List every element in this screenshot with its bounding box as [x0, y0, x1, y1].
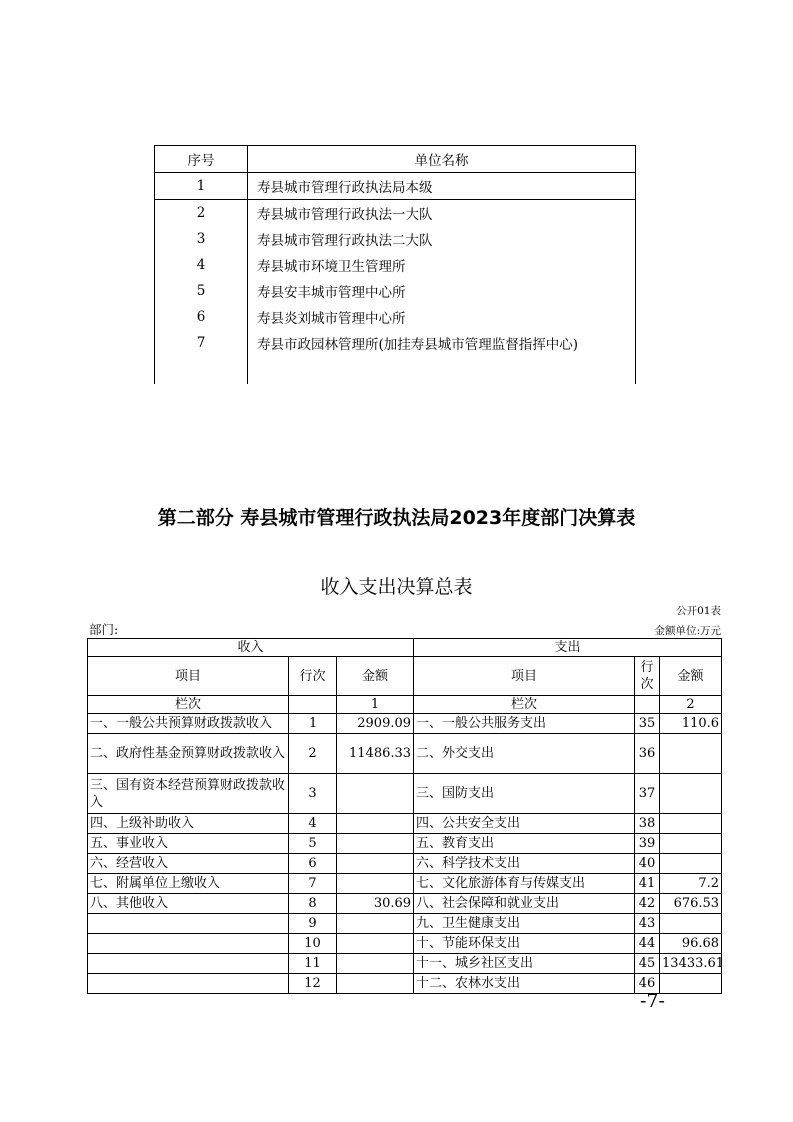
income-amount: 11486.33 — [337, 734, 414, 774]
expense-line-no: 37 — [635, 774, 660, 814]
units-table-header — [155, 146, 636, 173]
table-row — [88, 934, 722, 954]
income-item — [88, 954, 289, 974]
income-amount — [337, 814, 414, 834]
col-amount-expense: 金额 — [660, 657, 722, 696]
income-item — [88, 914, 289, 934]
units-table — [154, 145, 636, 384]
expense-amount: 110.6 — [660, 714, 722, 734]
income-amount — [337, 954, 414, 974]
unit-label: 金额单位:万元 — [654, 625, 721, 637]
expense-item: 三、国防支出 — [414, 774, 635, 814]
expense-line-no: 42 — [635, 894, 660, 914]
unit-name-cell: 寿县城市管理行政执法二大队 — [248, 226, 636, 252]
lanci-income-no: 1 — [337, 696, 414, 714]
income-item: 八、其他收入 — [88, 894, 289, 914]
expense-amount: 13433.61 — [660, 954, 722, 974]
header-unit-name: 单位名称 — [248, 146, 636, 173]
income-header: 收入 — [88, 639, 414, 657]
income-item — [88, 974, 289, 994]
income-item: 二、政府性基金预算财政拨款收入 — [88, 734, 289, 774]
table-row — [155, 330, 636, 356]
line-no: 4 — [289, 814, 337, 834]
empty-cell — [635, 696, 660, 714]
expense-amount — [660, 774, 722, 814]
expense-line-no: 41 — [635, 874, 660, 894]
col-amount-income: 金额 — [337, 657, 414, 696]
table-row — [88, 914, 722, 934]
line-no: 7 — [289, 874, 337, 894]
expense-item: 十二、农林水支出 — [414, 974, 635, 994]
income-item: 一、一般公共预算财政拨款收入 — [88, 714, 289, 734]
expense-header: 支出 — [414, 639, 722, 657]
table-row — [88, 874, 722, 894]
serial-cell: 2 — [155, 200, 248, 227]
lanci-row — [88, 696, 722, 714]
serial-cell: 7 — [155, 330, 248, 356]
income-item: 六、经营收入 — [88, 854, 289, 874]
table-row — [88, 974, 722, 994]
table-row — [88, 734, 722, 774]
income-item: 五、事业收入 — [88, 834, 289, 854]
col-item-income: 项目 — [88, 657, 289, 696]
expense-amount — [660, 914, 722, 934]
empty-cell — [289, 696, 337, 714]
income-amount: 2909.09 — [337, 714, 414, 734]
table-row — [155, 304, 636, 330]
expense-line-no: 43 — [635, 914, 660, 934]
table-row — [155, 252, 636, 278]
income-amount: 30.69 — [337, 894, 414, 914]
income-amount — [337, 854, 414, 874]
expense-amount — [660, 814, 722, 834]
empty-cell — [155, 356, 248, 384]
table-title: 收入支出决算总表 — [320, 576, 473, 598]
income-amount — [337, 914, 414, 934]
expense-amount: 96.68 — [660, 934, 722, 954]
page-number: -7- — [640, 990, 665, 1012]
line-no: 5 — [289, 834, 337, 854]
expense-line-no: 39 — [635, 834, 660, 854]
serial-cell: 3 — [155, 226, 248, 252]
unit-name-cell: 寿县炎刘城市管理中心所 — [248, 304, 636, 330]
income-item: 七、附属单位上缴收入 — [88, 874, 289, 894]
expense-line-no: 35 — [635, 714, 660, 734]
line-no: 12 — [289, 974, 337, 994]
unit-name-cell: 寿县市政园林管理所(加挂寿县城市管理监督指挥中心) — [248, 330, 636, 356]
line-no: 9 — [289, 914, 337, 934]
expense-amount — [660, 854, 722, 874]
department-label: 部门: — [89, 622, 119, 637]
lanci-income: 栏次 — [88, 696, 289, 714]
serial-cell: 1 — [155, 173, 248, 200]
expense-line-no: 45 — [635, 954, 660, 974]
unit-name-cell: 寿县安丰城市管理中心所 — [248, 278, 636, 304]
line-no: 1 — [289, 714, 337, 734]
col-item-expense: 项目 — [414, 657, 635, 696]
line-no: 2 — [289, 734, 337, 774]
lanci-expense-no: 2 — [660, 696, 722, 714]
expense-amount — [660, 834, 722, 854]
col-line-expense: 行 次 — [635, 657, 660, 696]
expense-line-no: 38 — [635, 814, 660, 834]
lanci-expense: 栏次 — [414, 696, 635, 714]
income-amount — [337, 974, 414, 994]
empty-cell — [248, 356, 636, 384]
expense-item: 十、节能环保支出 — [414, 934, 635, 954]
income-item: 三、国有资本经营预算财政拨款收入 — [88, 774, 289, 814]
income-amount — [337, 874, 414, 894]
expense-item: 四、公共安全支出 — [414, 814, 635, 834]
expense-item: 六、科学技术支出 — [414, 854, 635, 874]
expense-item: 二、外交支出 — [414, 734, 635, 774]
serial-cell: 5 — [155, 278, 248, 304]
expense-item: 一、一般公共服务支出 — [414, 714, 635, 734]
column-header-row — [88, 657, 722, 696]
table-row — [88, 714, 722, 734]
income-item — [88, 934, 289, 954]
expense-amount: 676.53 — [660, 894, 722, 914]
income-amount — [337, 934, 414, 954]
line-no: 6 — [289, 854, 337, 874]
expense-item: 九、卫生健康支出 — [414, 914, 635, 934]
table-row — [88, 814, 722, 834]
table-row — [88, 834, 722, 854]
table-row-empty — [155, 356, 636, 384]
section-header-row — [88, 639, 722, 657]
serial-cell: 4 — [155, 252, 248, 278]
line-no: 8 — [289, 894, 337, 914]
expense-amount: 7.2 — [660, 874, 722, 894]
expense-item: 十一、城乡社区支出 — [414, 954, 635, 974]
table-row — [88, 894, 722, 914]
expense-line-no: 36 — [635, 734, 660, 774]
part-title: 第二部分 寿县城市管理行政执法局2023年度部门决算表 — [157, 507, 636, 529]
expense-line-no: 46 — [635, 974, 660, 994]
table-tag: 公开01表 — [676, 605, 721, 617]
line-no: 11 — [289, 954, 337, 974]
serial-cell: 6 — [155, 304, 248, 330]
income-expense-table — [87, 638, 725, 994]
table-row — [88, 854, 722, 874]
expense-line-no: 44 — [635, 934, 660, 954]
expense-amount — [660, 974, 722, 994]
header-serial: 序号 — [155, 146, 248, 173]
unit-name-cell: 寿县城市管理行政执法局本级 — [248, 173, 636, 200]
income-item: 四、上级补助收入 — [88, 814, 289, 834]
line-no: 3 — [289, 774, 337, 814]
expense-item: 七、文化旅游体育与传媒支出 — [414, 874, 635, 894]
expense-item: 八、社会保障和就业支出 — [414, 894, 635, 914]
table-row — [88, 774, 722, 814]
unit-name-cell: 寿县城市环境卫生管理所 — [248, 252, 636, 278]
table-row — [155, 173, 636, 200]
expense-amount — [660, 734, 722, 774]
table-row — [155, 200, 636, 227]
table-row — [155, 278, 636, 304]
expense-line-no: 40 — [635, 854, 660, 874]
table-row — [88, 954, 722, 974]
unit-name-cell: 寿县城市管理行政执法一大队 — [248, 200, 636, 227]
expense-item: 五、教育支出 — [414, 834, 635, 854]
income-amount — [337, 834, 414, 854]
col-line-income: 行次 — [289, 657, 337, 696]
income-amount — [337, 774, 414, 814]
table-row — [155, 226, 636, 252]
line-no: 10 — [289, 934, 337, 954]
